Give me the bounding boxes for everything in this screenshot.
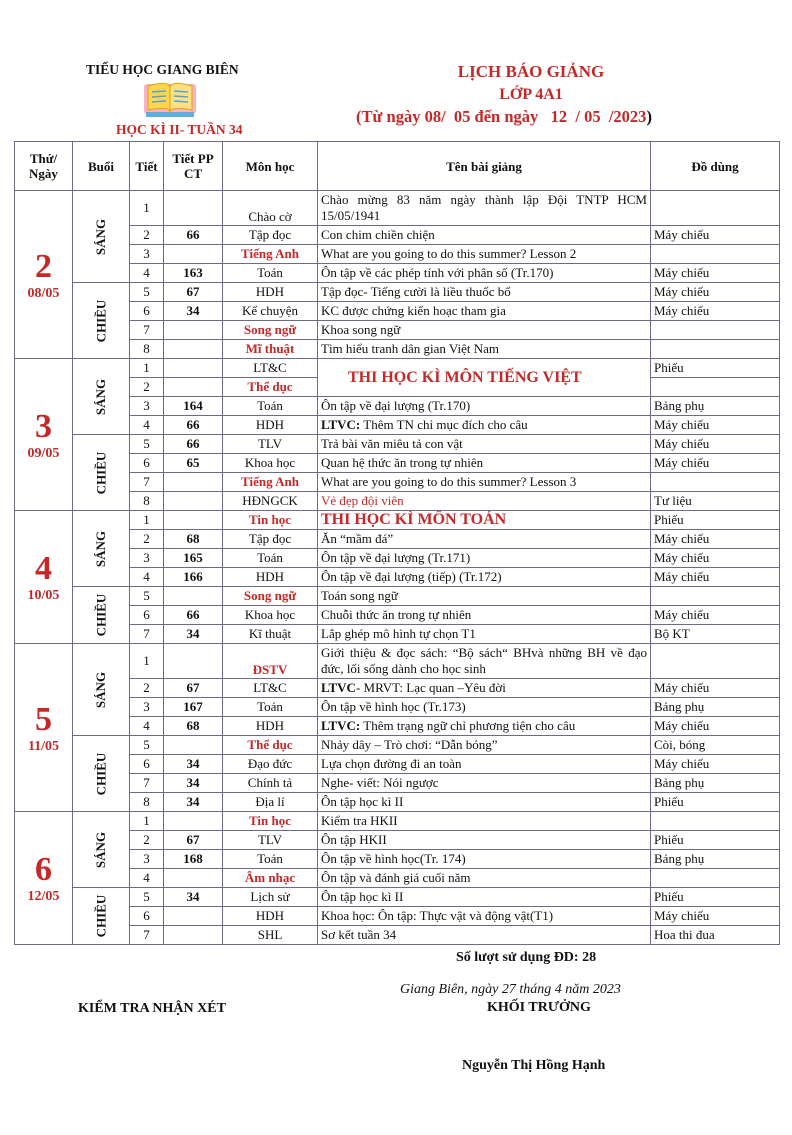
ppct: 67	[164, 679, 223, 698]
subject: LT&C	[223, 679, 318, 698]
subject: HĐNGCK	[223, 492, 318, 511]
lesson: Khoa song ngữ	[318, 321, 651, 340]
table-row	[15, 416, 780, 435]
period: 6	[130, 454, 164, 473]
ppct: 67	[164, 831, 223, 850]
ppct: 164	[164, 397, 223, 416]
ppct	[164, 644, 223, 679]
subject: Lịch sử	[223, 888, 318, 907]
period: 7	[130, 473, 164, 492]
lesson: Con chim chiền chiện	[318, 226, 651, 245]
subject: TLV	[223, 435, 318, 454]
period: 5	[130, 435, 164, 454]
period: 7	[130, 625, 164, 644]
lesson: Ôn tập về đại lượng (tiếp) (Tr.172)	[318, 568, 651, 587]
lesson: Ôn tập về các phép tính với phân số (Tr.170)	[318, 264, 651, 283]
subject: LT&C	[223, 359, 318, 378]
ppct: 66	[164, 606, 223, 625]
lesson: LTVC: Thêm trạng ngữ chỉ phương tiện cho câu	[318, 717, 651, 736]
lesson: LTVC- MRVT: Lạc quan –Yêu đời	[318, 679, 651, 698]
table-row	[15, 340, 780, 359]
materials: Máy chiếu	[651, 568, 780, 587]
subject: Khoa học	[223, 454, 318, 473]
materials	[651, 378, 780, 397]
ppct: 34	[164, 625, 223, 644]
subject: SHL	[223, 926, 318, 945]
lesson: Tìm hiểu tranh dân gian Việt Nam	[318, 340, 651, 359]
period: 7	[130, 321, 164, 340]
period: 8	[130, 340, 164, 359]
table-row	[15, 755, 780, 774]
ppct: 68	[164, 717, 223, 736]
table-row	[15, 679, 780, 698]
day-cell: 6 12/05	[15, 812, 73, 945]
subject: Toán	[223, 549, 318, 568]
lesson: What are you going to do this summer? Lesson 3	[318, 473, 651, 492]
ppct	[164, 340, 223, 359]
materials	[651, 191, 780, 226]
lesson: Ăn “mầm đá”	[318, 530, 651, 549]
materials	[651, 644, 780, 679]
table-row	[15, 717, 780, 736]
session-afternoon: CHIỀU	[73, 888, 130, 945]
table-row	[15, 435, 780, 454]
day-cell: 4 10/05	[15, 511, 73, 644]
materials: Bảng phụ	[651, 397, 780, 416]
table-row	[15, 283, 780, 302]
period: 8	[130, 793, 164, 812]
lesson: Chào mừng 83 năm ngày thành lập Đội TNTP HCM 15/05/1941	[318, 191, 651, 226]
ppct	[164, 245, 223, 264]
period: 1	[130, 812, 164, 831]
subject: ĐSTV	[223, 644, 318, 679]
table-row	[15, 511, 780, 530]
table-row	[15, 226, 780, 245]
exam-notice: THI HỌC KÌ MÔN TOÁN	[318, 511, 651, 530]
col-period: Tiết	[130, 142, 164, 191]
ppct	[164, 907, 223, 926]
period: 2	[130, 831, 164, 850]
materials: Còi, bóng	[651, 736, 780, 755]
materials	[651, 340, 780, 359]
materials: Bộ KT	[651, 625, 780, 644]
table-row	[15, 302, 780, 321]
period: 4	[130, 568, 164, 587]
subject: Thể dục	[223, 378, 318, 397]
ppct: 34	[164, 302, 223, 321]
materials: Bảng phụ	[651, 850, 780, 869]
session-morning: SÁNG	[73, 511, 130, 587]
ppct: 34	[164, 888, 223, 907]
subject: Tin học	[223, 812, 318, 831]
subject: Tập đọc	[223, 530, 318, 549]
session-morning: SÁNG	[73, 359, 130, 435]
ppct: 168	[164, 850, 223, 869]
lesson: Ôn tập học kì II	[318, 888, 651, 907]
period: 3	[130, 549, 164, 568]
period: 6	[130, 907, 164, 926]
materials	[651, 869, 780, 888]
session-afternoon: CHIỀU	[73, 587, 130, 644]
lesson: Sơ kết tuần 34	[318, 926, 651, 945]
subject: Toán	[223, 264, 318, 283]
table-row	[15, 568, 780, 587]
lesson: Ôn tập và đánh giá cuối năm	[318, 869, 651, 888]
period: 5	[130, 888, 164, 907]
ppct: 66	[164, 226, 223, 245]
col-session: Buổi	[73, 142, 130, 191]
table-row	[15, 736, 780, 755]
ppct	[164, 492, 223, 511]
subject: Mĩ thuật	[223, 340, 318, 359]
date-range: (Từ ngày 08/ 05 đến ngày 12 / 05 /2023)	[356, 107, 652, 126]
materials: Máy chiếu	[651, 302, 780, 321]
ppct	[164, 359, 223, 378]
col-day: Thứ/ Ngày	[15, 142, 73, 191]
ppct: 66	[164, 435, 223, 454]
block-leader-label: KHỐI TRƯỞNG	[487, 1000, 591, 1015]
period: 4	[130, 717, 164, 736]
ppct: 34	[164, 793, 223, 812]
materials: Máy chiếu	[651, 907, 780, 926]
subject: HDH	[223, 283, 318, 302]
table-row	[15, 812, 780, 831]
exam-notice: THI HỌC KÌ MÔN TIẾNG VIỆT	[318, 359, 651, 397]
materials: Máy chiếu	[651, 454, 780, 473]
materials: Phiếu	[651, 511, 780, 530]
ppct	[164, 321, 223, 340]
session-morning: SÁNG	[73, 644, 130, 736]
lesson: Nhảy dây – Trò chơi: “Dẫn bóng”	[318, 736, 651, 755]
col-subject: Môn học	[223, 142, 318, 191]
materials: Máy chiếu	[651, 530, 780, 549]
materials: Bảng phụ	[651, 698, 780, 717]
subject: HDH	[223, 717, 318, 736]
materials: Phiếu	[651, 831, 780, 850]
table-row	[15, 888, 780, 907]
table-row	[15, 549, 780, 568]
table-row	[15, 264, 780, 283]
period: 7	[130, 774, 164, 793]
ppct: 34	[164, 755, 223, 774]
subject: Song ngữ	[223, 321, 318, 340]
subject: Tiếng Anh	[223, 473, 318, 492]
sign-date: Giang Biên, ngày 27 tháng 4 năm 2023	[400, 982, 621, 997]
table-row	[15, 492, 780, 511]
lesson: Ôn tập về hình học(Tr. 174)	[318, 850, 651, 869]
materials	[651, 321, 780, 340]
header-row	[15, 142, 780, 191]
schedule-table	[14, 141, 780, 945]
period: 1	[130, 644, 164, 679]
subject: Khoa học	[223, 606, 318, 625]
ppct	[164, 926, 223, 945]
subject: Đạo đức	[223, 755, 318, 774]
subject: HDH	[223, 907, 318, 926]
ppct: 67	[164, 283, 223, 302]
col-ppct: Tiết PP CT	[164, 142, 223, 191]
subject: HDH	[223, 416, 318, 435]
signer-name: Nguyễn Thị Hồng Hạnh	[462, 1058, 606, 1073]
ppct	[164, 378, 223, 397]
ppct	[164, 587, 223, 606]
materials	[651, 245, 780, 264]
class-name: LỚP 4A1	[499, 86, 563, 103]
lesson: Ôn tập về đại lượng (Tr.170)	[318, 397, 651, 416]
subject: Tập đọc	[223, 226, 318, 245]
period: 8	[130, 492, 164, 511]
lesson: Tập đọc- Tiếng cười là liều thuốc bổ	[318, 283, 651, 302]
period: 3	[130, 245, 164, 264]
page-title: LỊCH BÁO GIẢNG	[457, 62, 605, 81]
period: 1	[130, 191, 164, 226]
period: 5	[130, 736, 164, 755]
lesson: Khoa học: Ôn tập: Thực vật và động vật(T1)	[318, 907, 651, 926]
period: 2	[130, 679, 164, 698]
ppct	[164, 511, 223, 530]
table-row	[15, 397, 780, 416]
materials: Máy chiếu	[651, 283, 780, 302]
session-morning: SÁNG	[73, 191, 130, 283]
table-row	[15, 793, 780, 812]
subject: Chính tả	[223, 774, 318, 793]
table-row	[15, 359, 780, 378]
ppct	[164, 473, 223, 492]
period: 3	[130, 698, 164, 717]
period: 1	[130, 511, 164, 530]
table-row	[15, 587, 780, 606]
period: 3	[130, 850, 164, 869]
lesson: Ôn tập học kì II	[318, 793, 651, 812]
materials: Bảng phụ	[651, 774, 780, 793]
materials: Máy chiếu	[651, 226, 780, 245]
period: 4	[130, 869, 164, 888]
table-row	[15, 907, 780, 926]
ppct: 165	[164, 549, 223, 568]
materials	[651, 812, 780, 831]
period: 5	[130, 587, 164, 606]
ppct: 166	[164, 568, 223, 587]
subject: Âm nhạc	[223, 869, 318, 888]
lesson: Lựa chọn đường đi an toàn	[318, 755, 651, 774]
lesson: Kiểm tra HKII	[318, 812, 651, 831]
materials: Tư liệu	[651, 492, 780, 511]
session-afternoon: CHIỀU	[73, 283, 130, 359]
lesson: Lắp ghép mô hình tự chọn T1	[318, 625, 651, 644]
table-row	[15, 606, 780, 625]
table-row	[15, 473, 780, 492]
subject: Toán	[223, 850, 318, 869]
materials: Phiếu	[651, 359, 780, 378]
ppct: 34	[164, 774, 223, 793]
materials: Máy chiếu	[651, 549, 780, 568]
period: 6	[130, 606, 164, 625]
subject: Tiếng Anh	[223, 245, 318, 264]
table-row	[15, 321, 780, 340]
period: 1	[130, 359, 164, 378]
period: 4	[130, 264, 164, 283]
ppct: 167	[164, 698, 223, 717]
ppct: 66	[164, 416, 223, 435]
col-materials: Đồ dùng	[651, 142, 780, 191]
day-cell: 3 09/05	[15, 359, 73, 511]
materials	[651, 587, 780, 606]
lesson: LTVC: Thêm TN chỉ mục đích cho câu	[318, 416, 651, 435]
review-label: KIỂM TRA NHẬN XÉT	[78, 1001, 226, 1016]
period: 2	[130, 226, 164, 245]
subject: Song ngữ	[223, 587, 318, 606]
period: 5	[130, 283, 164, 302]
col-lesson: Tên bài giảng	[318, 142, 651, 191]
subject: Chào cờ	[223, 191, 318, 226]
subject: Toán	[223, 397, 318, 416]
subject: HDH	[223, 568, 318, 587]
usage-count: Số lượt sử dụng ĐD: 28	[456, 950, 597, 965]
lesson: Ôn tập về hình học (Tr.173)	[318, 698, 651, 717]
lesson: Vẻ đẹp đội viên	[318, 492, 651, 511]
table-row	[15, 926, 780, 945]
materials: Máy chiếu	[651, 435, 780, 454]
materials: Máy chiếu	[651, 606, 780, 625]
ppct: 65	[164, 454, 223, 473]
period: 7	[130, 926, 164, 945]
lesson: Ôn tập về đại lượng (Tr.171)	[318, 549, 651, 568]
lesson: Nghe- viết: Nói ngược	[318, 774, 651, 793]
session-afternoon: CHIỀU	[73, 736, 130, 812]
lesson: Toán song ngữ	[318, 587, 651, 606]
table-row	[15, 245, 780, 264]
day-cell: 2 08/05	[15, 191, 73, 359]
lesson: KC được chứng kiến hoạc tham gia	[318, 302, 651, 321]
ppct	[164, 812, 223, 831]
ppct	[164, 736, 223, 755]
materials: Máy chiếu	[651, 755, 780, 774]
materials	[651, 473, 780, 492]
period: 2	[130, 530, 164, 549]
subject: Toán	[223, 698, 318, 717]
materials: Máy chiếu	[651, 264, 780, 283]
ppct: 163	[164, 264, 223, 283]
lesson: Trả bài văn miêu tả con vật	[318, 435, 651, 454]
materials: Hoa thi đua	[651, 926, 780, 945]
subject: Kể chuyện	[223, 302, 318, 321]
subject: TLV	[223, 831, 318, 850]
lesson: Quan hệ thức ăn trong tự nhiên	[318, 454, 651, 473]
lesson: Chuỗi thức ăn trong tự nhiên	[318, 606, 651, 625]
table-row	[15, 850, 780, 869]
subject: Thể dục	[223, 736, 318, 755]
subject: Địa lí	[223, 793, 318, 812]
ppct: 68	[164, 530, 223, 549]
subject: Tin học	[223, 511, 318, 530]
table-row	[15, 698, 780, 717]
table-row	[15, 191, 780, 226]
ppct	[164, 191, 223, 226]
materials: Phiếu	[651, 793, 780, 812]
session-morning: SÁNG	[73, 812, 130, 888]
table-row	[15, 625, 780, 644]
table-row	[15, 831, 780, 850]
table-row	[15, 869, 780, 888]
lesson: Ôn tập HKII	[318, 831, 651, 850]
table-row	[15, 454, 780, 473]
materials: Máy chiếu	[651, 717, 780, 736]
table-row	[15, 774, 780, 793]
period: 3	[130, 397, 164, 416]
day-cell: 5 11/05	[15, 644, 73, 812]
ppct	[164, 869, 223, 888]
table-row	[15, 530, 780, 549]
period: 6	[130, 302, 164, 321]
materials: Phiếu	[651, 888, 780, 907]
period: 6	[130, 755, 164, 774]
session-afternoon: CHIỀU	[73, 435, 130, 511]
period: 4	[130, 416, 164, 435]
school-name: TIỂU HỌC GIANG BIÊN	[86, 62, 239, 77]
period: 2	[130, 378, 164, 397]
materials: Máy chiếu	[651, 679, 780, 698]
subject: Kĩ thuật	[223, 625, 318, 644]
term-week: HỌC KÌ II- TUẦN 34	[116, 122, 243, 137]
table-row	[15, 644, 780, 679]
lesson: Giới thiệu & đọc sách: “Bộ sách“ BHvà những BH về đạo đức, lối sống dành cho học sinh	[318, 644, 651, 679]
lesson: What are you going to do this summer? Lesson 2	[318, 245, 651, 264]
materials: Máy chiếu	[651, 416, 780, 435]
